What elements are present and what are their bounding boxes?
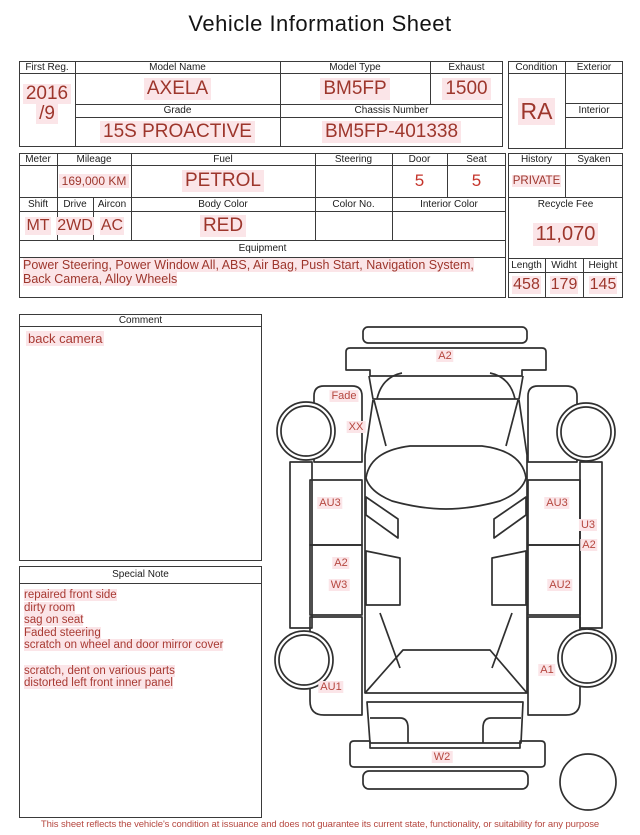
chassis-number-value: BM5FP-401338: [280, 117, 503, 147]
height-value: 145: [589, 276, 617, 293]
equipment-value: Power Steering, Power Window All, ABS, Air Bag, Push Start, Navigation System, Back Camera, Alloy Wheels: [23, 258, 474, 286]
comment-label: Comment: [118, 314, 163, 326]
length-label: Length: [511, 259, 542, 271]
interior-color-value: [392, 211, 506, 240]
diagram-label-left-front-fender: XX: [348, 421, 364, 433]
diagram-label-right-sill-lower: A2: [582, 539, 596, 551]
condition-value: RA: [508, 73, 565, 149]
interior-value: [565, 117, 623, 149]
grade-value: 15S PROACTIVE: [75, 117, 280, 147]
diagram-label-right-sill-upper: U3: [580, 519, 596, 531]
fuel-label: Fuel: [213, 153, 233, 165]
door-value: 5: [414, 171, 425, 190]
interior-color-label: Interior Color: [420, 198, 478, 210]
shift-label: Shift: [27, 198, 48, 210]
height-label: Height: [588, 259, 618, 271]
special-note-label: Special Note: [112, 569, 169, 580]
diagram-label-left-front-fender-top: Fade: [331, 390, 357, 402]
shift-value: MT: [26, 216, 50, 234]
drive-value: 2WD: [57, 216, 93, 234]
diagram-label-left-rear-door-lower: W3: [330, 579, 348, 591]
equipment-label: Equipment: [238, 243, 287, 254]
special-note-lines: [24, 589, 256, 690]
disclaimer-text: This sheet reflects the vehicle's condition at issuance and does not guarantee its current state, functionality, or suitability for any purpose: [40, 819, 600, 830]
model-name-value: AXELA: [75, 73, 280, 104]
diagram-label-rear-bumper: W2: [433, 751, 451, 763]
color-no-label: Color No.: [332, 198, 375, 210]
syaken-value: [565, 165, 623, 197]
comment-text: back camera: [28, 331, 103, 346]
recycle-fee-value: 11,070: [508, 211, 623, 258]
model-type-label: Model Type: [329, 61, 381, 73]
meter-label: Meter: [25, 153, 51, 165]
steering-label: Steering: [334, 153, 373, 165]
exterior-value: [565, 73, 623, 103]
history-label: History: [520, 153, 553, 165]
exhaust-value: 1500: [430, 73, 503, 104]
diagram-label-right-front-door: AU3: [546, 497, 568, 509]
drive-label: Drive: [63, 198, 87, 210]
model-name-label: Model Name: [149, 61, 206, 73]
diagram-label-right-rear-fender: A1: [540, 664, 554, 676]
width-value: 179: [550, 276, 578, 293]
note-line: scratch on wheel and door mirror cover: [24, 639, 224, 652]
mileage-label: Mileage: [76, 153, 112, 165]
page-title: Vehicle Information Sheet: [188, 11, 452, 36]
interior-label: Interior: [578, 104, 610, 116]
seat-label: Seat: [466, 153, 487, 165]
diagram-label-left-rear-door-upper: A2: [334, 557, 348, 569]
door-label: Door: [408, 153, 431, 165]
note-line: repaired front side: [24, 589, 117, 601]
model-type-value: BM5FP: [280, 73, 430, 104]
syaken-label: Syaken: [577, 153, 611, 165]
note-line: dirty room: [24, 601, 76, 614]
note-line: sag on seat: [24, 614, 84, 627]
first-reg-label: First Reg.: [25, 61, 69, 73]
seat-value: 5: [471, 171, 482, 190]
meter-value: [19, 165, 57, 197]
aircon-value: AC: [100, 216, 124, 234]
diagram-label-right-rear-door: AU2: [549, 579, 571, 591]
width-label: Widht: [551, 259, 577, 271]
note-line: [24, 652, 256, 665]
fuel-value: PETROL: [131, 165, 315, 197]
body-color-label: Body Color: [198, 198, 248, 210]
first-reg-value: 2016 /9: [19, 75, 75, 133]
aircon-label: Aircon: [97, 198, 127, 210]
body-color-value: RED: [131, 211, 315, 240]
diagram-label-left-rear-fender: AU1: [320, 681, 342, 693]
color-no-value: [315, 211, 392, 240]
exterior-label: Exterior: [576, 61, 612, 73]
note-line: Faded steering: [24, 626, 101, 639]
car-outline-drawing: [270, 315, 640, 830]
diagram-label-front-bumper: A2: [438, 350, 452, 362]
steering-value: [315, 165, 392, 197]
car-damage-diagram: [270, 315, 640, 830]
note-line: scratch, dent on various parts: [24, 664, 175, 677]
chassis-number-label: Chassis Number: [354, 105, 429, 116]
history-value: PRIVATE: [512, 175, 561, 187]
exhaust-label: Exhaust: [448, 61, 485, 73]
comment-box: [19, 314, 262, 561]
length-value: 458: [513, 276, 540, 293]
mileage-value: 169,000 KM: [57, 165, 131, 197]
diagram-label-left-front-door: AU3: [319, 497, 341, 509]
grade-label: Grade: [163, 105, 192, 116]
note-line: distorted left front inner panel: [24, 677, 173, 690]
recycle-fee-label: Recycle Fee: [537, 198, 594, 210]
condition-label: Condition: [515, 61, 558, 73]
